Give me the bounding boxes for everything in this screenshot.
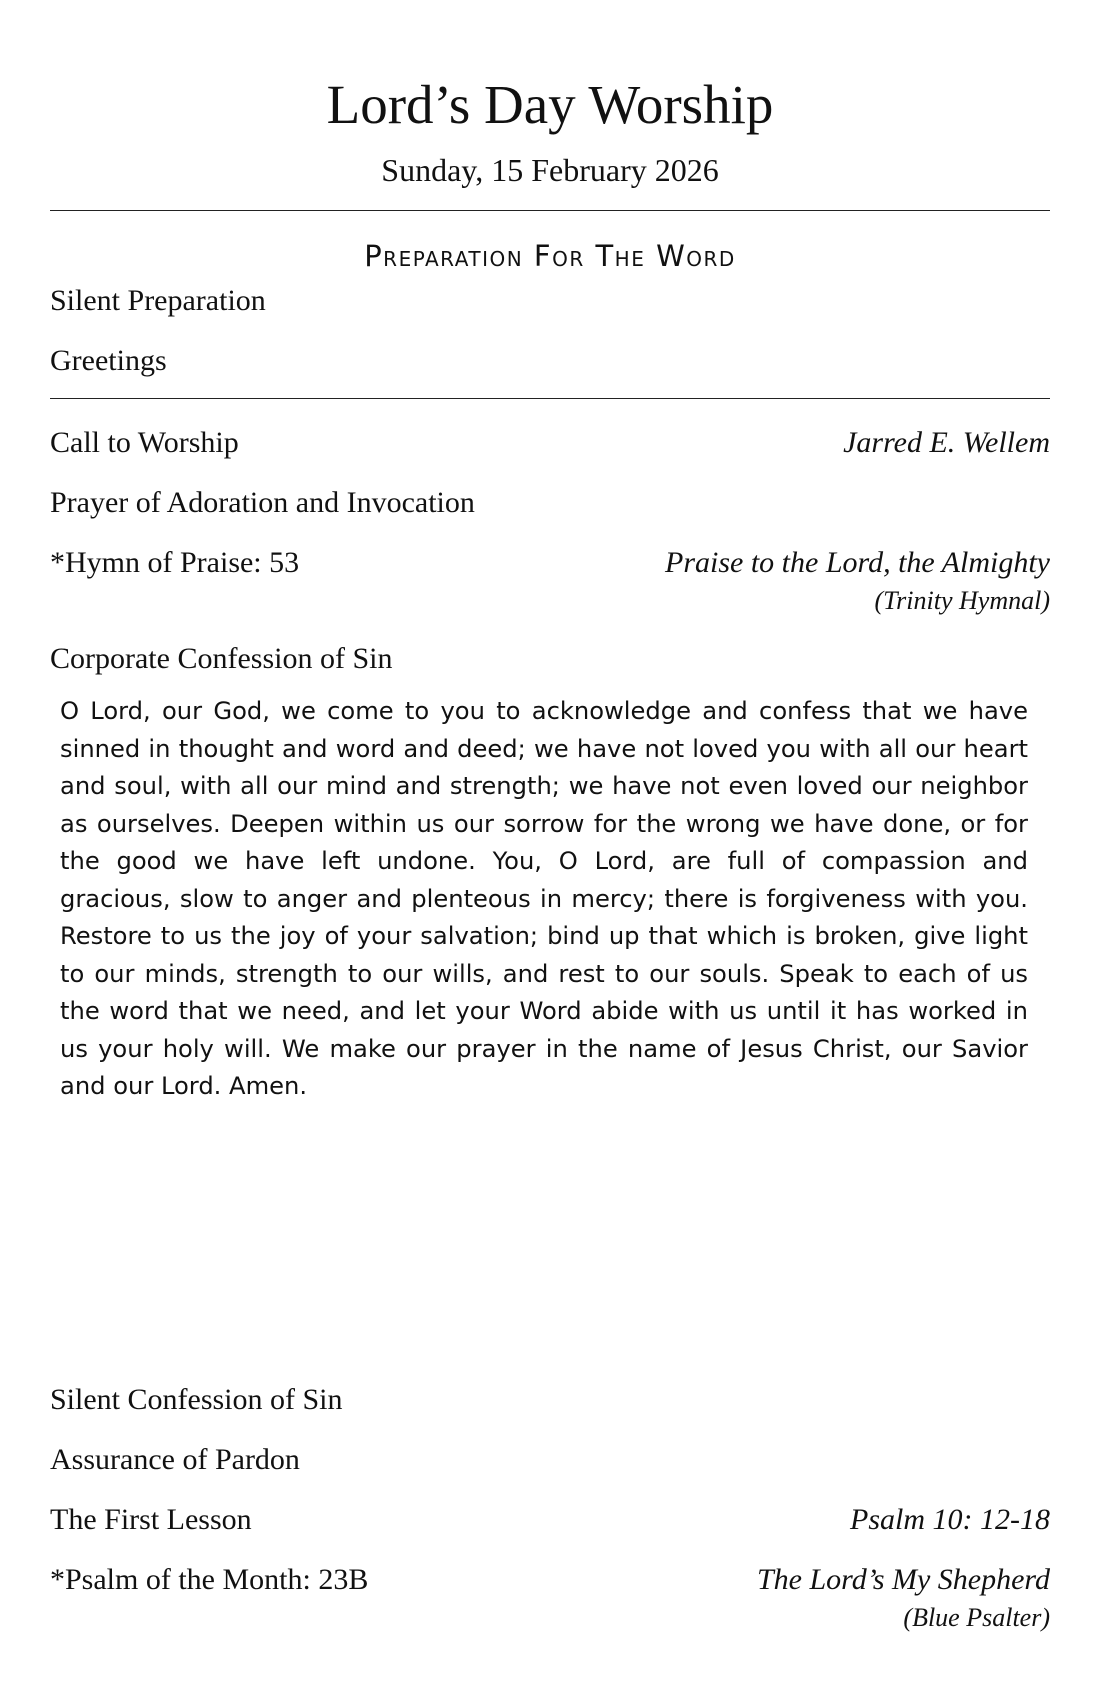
psalm-source: (Blue Psalter) — [903, 1603, 1050, 1632]
item-label: Greetings — [50, 344, 167, 377]
confession-prayer-text: O Lord, our God, we come to you to acknowledge and confess that we have sinned in thought and word and deed; we have not loved you with all our heart and soul, with all our mind and strength; we have not even loved our neighbor as ourselves. Deepen within us our sorrow for the wrong we have done, or for the good we have left undone. You, O Lord, are full of compassion and gracious, slow to anger and plenteous in mercy; there is forgiveness with you. Restore to us the joy of your salvation; bind up that which is broken, give light to our minds, strength to our wills, and rest to our souls. Speak to each of us the word that we need, and let your Word abide with us until it has worked in us your holy will. We make our prayer in the name of Jesus Christ, our Savior and our Lord. Amen. — [60, 697, 1028, 1100]
section-heading: Preparation For The Word — [364, 239, 736, 273]
item-label: Silent Confession of Sin — [50, 1383, 343, 1416]
hymn-source: (Trinity Hymnal) — [874, 586, 1050, 615]
item-label: Corporate Confession of Sin — [50, 642, 393, 675]
service-date: Sunday, 15 February 2026 — [381, 152, 719, 188]
leader-name: Jarred E. Wellem — [843, 426, 1050, 459]
scripture-reference: Psalm 10: 12-18 — [850, 1503, 1050, 1536]
item-label: Call to Worship — [50, 426, 239, 459]
psalm-title: The Lord’s My Shepherd — [756, 1563, 1050, 1596]
divider-middle — [50, 398, 1050, 399]
item-label: Prayer of Adoration and Invocation — [50, 486, 475, 519]
page-title: Lord’s Day Worship — [326, 74, 774, 135]
item-label: *Hymn of Praise: 53 — [50, 546, 300, 579]
item-label: Silent Preparation — [50, 284, 266, 317]
item-label: Assurance of Pardon — [50, 1443, 300, 1476]
item-label: The First Lesson — [50, 1503, 252, 1536]
divider-top — [50, 210, 1050, 211]
hymn-title: Praise to the Lord, the Almighty — [665, 546, 1050, 579]
item-label: *Psalm of the Month: 23B — [50, 1563, 369, 1596]
